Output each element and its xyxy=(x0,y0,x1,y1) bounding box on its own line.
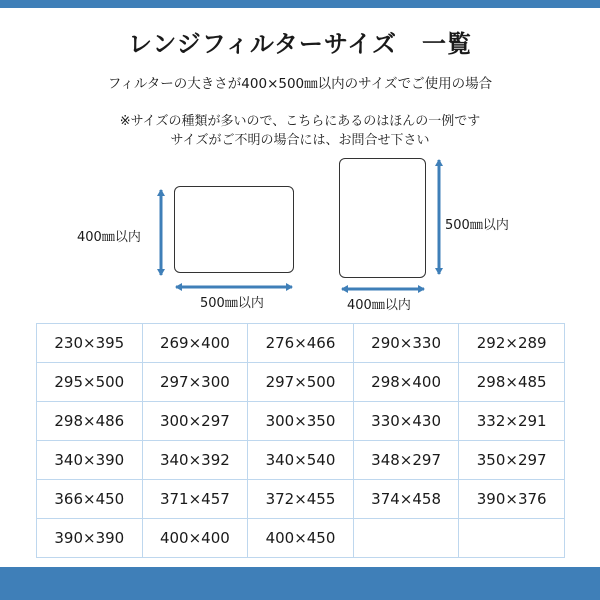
size-cell xyxy=(353,519,459,558)
size-cell: 297×500 xyxy=(248,363,354,402)
size-cell: 340×392 xyxy=(142,441,248,480)
size-cell: 330×430 xyxy=(353,402,459,441)
landscape-height-label: 400㎜以内 xyxy=(77,230,141,245)
size-cell: 350×297 xyxy=(459,441,565,480)
size-cell: 295×500 xyxy=(37,363,143,402)
size-cell: 390×390 xyxy=(37,519,143,558)
size-cell: 374×458 xyxy=(353,480,459,519)
size-row xyxy=(37,402,565,441)
size-cell: 298×486 xyxy=(37,402,143,441)
size-cell: 290×330 xyxy=(353,324,459,363)
portrait-width-label: 400㎜以内 xyxy=(347,298,411,313)
size-cell: 340×540 xyxy=(248,441,354,480)
size-cell: 292×289 xyxy=(459,324,565,363)
size-table xyxy=(36,323,565,558)
size-cell: 230×395 xyxy=(37,324,143,363)
size-cell: 390×376 xyxy=(459,480,565,519)
size-cell: 300×350 xyxy=(248,402,354,441)
size-cell: 298×400 xyxy=(353,363,459,402)
size-cell: 371×457 xyxy=(142,480,248,519)
size-cell: 332×291 xyxy=(459,402,565,441)
size-cell: 372×455 xyxy=(248,480,354,519)
size-cell: 298×485 xyxy=(459,363,565,402)
page-title: レンジフィルターサイズ 一覧 xyxy=(128,30,472,58)
size-cell xyxy=(459,519,565,558)
size-cell: 340×390 xyxy=(37,441,143,480)
size-cell: 366×450 xyxy=(37,480,143,519)
size-cell: 400×400 xyxy=(142,519,248,558)
portrait-height-label: 500㎜以内 xyxy=(445,218,509,233)
size-cell: 300×297 xyxy=(142,402,248,441)
size-row xyxy=(37,324,565,363)
usage-condition-text: フィルターの大きさが400×500㎜以内のサイズでご使用の場合 xyxy=(107,76,493,92)
size-row xyxy=(37,480,565,519)
size-cell: 348×297 xyxy=(353,441,459,480)
note-line-2: サイズがご不明の場合には、お問合せ下さい xyxy=(170,133,430,148)
size-row xyxy=(37,363,565,402)
landscape-width-label: 500㎜以内 xyxy=(200,296,264,311)
size-row xyxy=(37,441,565,480)
note-line-1: ※サイズの種類が多いので、こちらにあるのはほんの一例です xyxy=(119,114,481,129)
size-cell: 276×466 xyxy=(248,324,354,363)
size-cell: 297×300 xyxy=(142,363,248,402)
size-cell: 269×400 xyxy=(142,324,248,363)
size-row xyxy=(37,519,565,558)
bottom-accent-bar xyxy=(0,567,600,600)
size-cell: 400×450 xyxy=(248,519,354,558)
